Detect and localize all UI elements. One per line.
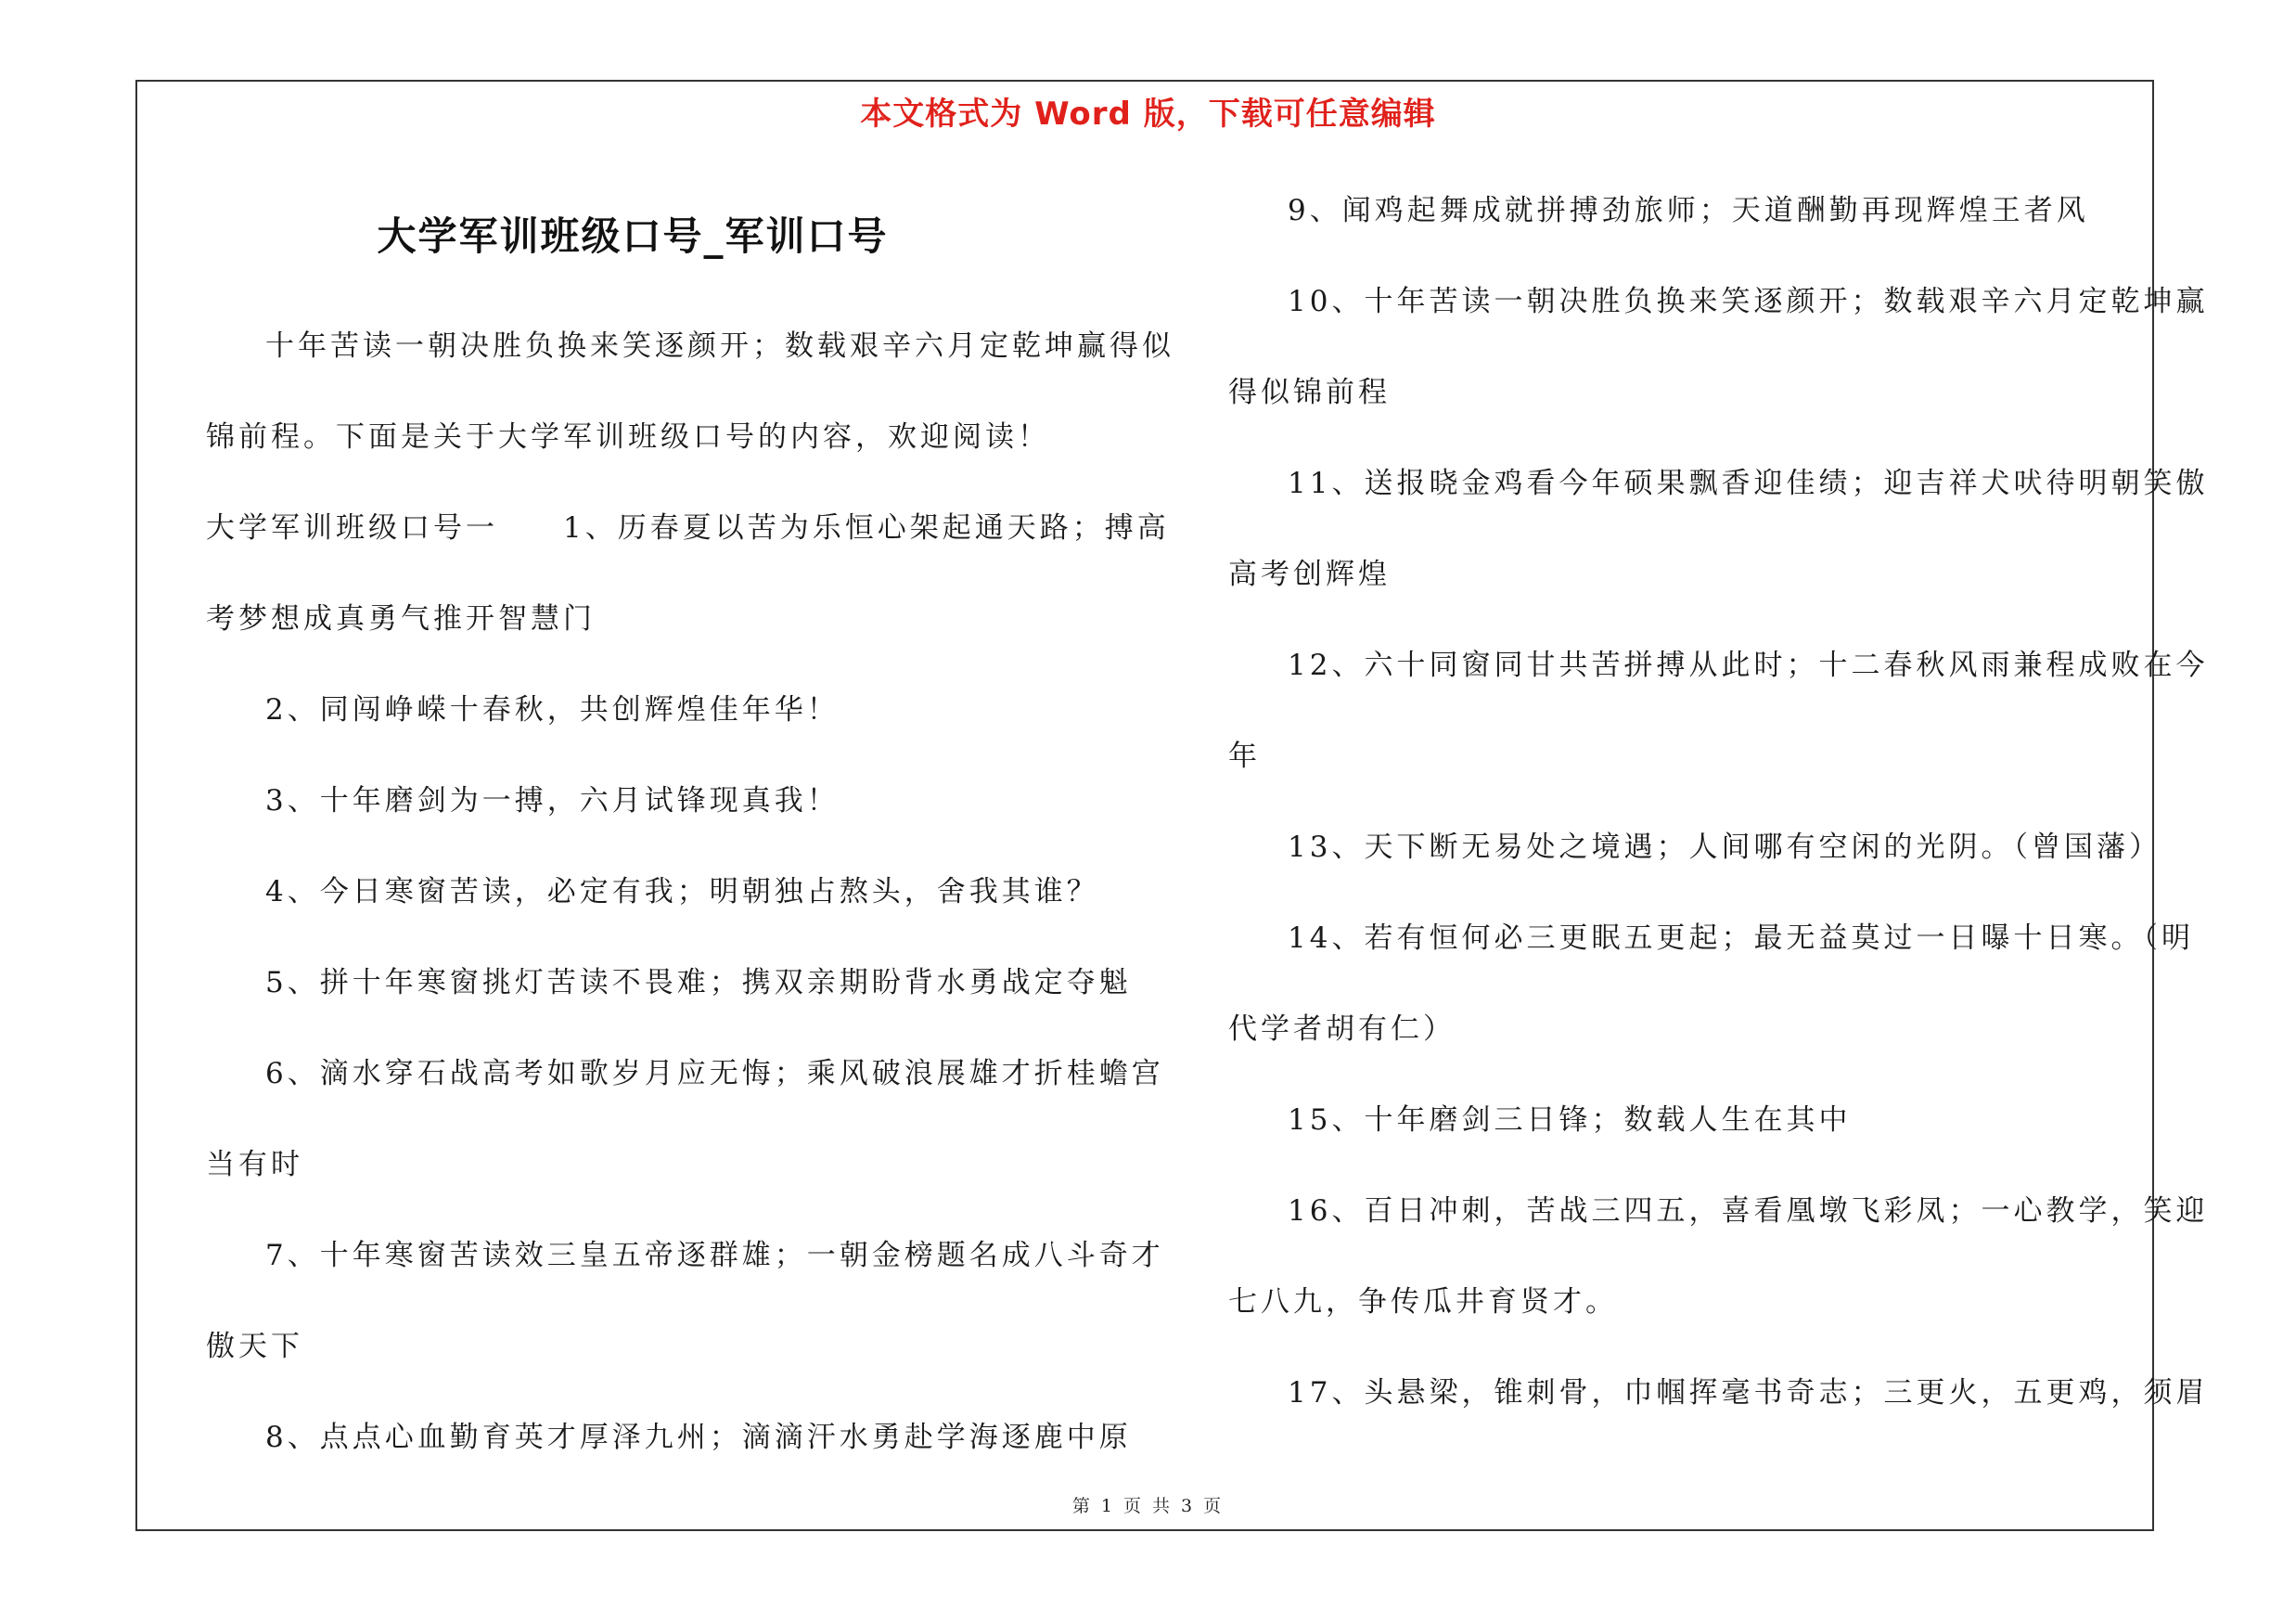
- text-line: 傲天下: [206, 1330, 303, 1363]
- text-line: 15、十年磨剑三日锋；数载人生在其中: [1288, 1103, 1852, 1137]
- text-line: 大学军训班级口号一 1、历春夏以苦为乐恒心架起通天路；搏高: [206, 511, 1170, 545]
- text-line: 高考创辉煌: [1228, 558, 1391, 591]
- text-line: 9、闻鸡起舞成就拼搏劲旅师；天道酬勤再现辉煌王者风: [1288, 194, 2089, 227]
- text-line: 11、送报晓金鸡看今年硕果飘香迎佳绩；迎吉祥犬吠待明朝笑傲: [1288, 467, 2209, 500]
- text-line: 17、头悬梁，锥刺骨，巾帼挥毫书奇志；三更火，五更鸡，须眉: [1288, 1376, 2209, 1410]
- text-line: 4、今日寒窗苦读，必定有我；明朝独占熬头，舍我其谁？: [265, 875, 1099, 908]
- text-line: 年: [1228, 740, 1261, 773]
- text-line: 14、若有恒何必三更眠五更起；最无益莫过一日曝十日寒。（明: [1288, 921, 2194, 955]
- text-line: 16、百日冲刺，苦战三四五，喜看凰墩飞彩凤；一心教学，笑迎: [1288, 1194, 2209, 1228]
- text-line: 十年苦读一朝决胜负换来笑逐颜开；数载艰辛六月定乾坤赢得似: [265, 329, 1174, 363]
- text-line: 5、拼十年寒窗挑灯苦读不畏难；携双亲期盼背水勇战定夺魁: [265, 966, 1132, 999]
- left-column: [206, 301, 1174, 1483]
- page-number-footer: 第 1 页 共 3 页: [1071, 1496, 1225, 1516]
- text-line: 7、十年寒窗苦读效三皇五帝逐群雄；一朝金榜题名成八斗奇才: [265, 1239, 1164, 1272]
- text-line: 13、天下断无易处之境遇；人间哪有空闲的光阴。（曾国藩）: [1288, 831, 2161, 864]
- text-line: 锦前程。下面是关于大学军训班级口号的内容，欢迎阅读！: [206, 420, 1050, 454]
- text-line: 得似锦前程: [1228, 376, 1391, 409]
- text-line: 当有时: [206, 1148, 303, 1181]
- text-line: 8、点点心血勤育英才厚泽九州；滴滴汗水勇赴学海逐鹿中原: [265, 1421, 1132, 1454]
- text-line: 3、十年磨剑为一搏，六月试锋现真我！: [265, 784, 840, 818]
- format-notice-banner: 本文格式为 Word 版，下载可任意编辑: [860, 96, 1436, 133]
- text-line: 代学者胡有仁）: [1228, 1012, 1456, 1046]
- text-line: 考梦想成真勇气推开智慧门: [206, 602, 596, 636]
- text-line: 七八九，争传瓜井育贤才。: [1228, 1285, 1618, 1319]
- document-title: 大学军训班级口号_军训口号: [377, 213, 889, 259]
- text-line: 6、滴水穿石战高考如歌岁月应无悔；乘风破浪展雄才折桂蟾宫: [265, 1057, 1164, 1090]
- text-line: 10、十年苦读一朝决胜负换来笑逐颜开；数载艰辛六月定乾坤赢: [1288, 285, 2209, 318]
- text-line: 12、六十同窗同甘共苦拼搏从此时；十二春秋风雨兼程成败在今: [1288, 649, 2209, 682]
- right-column: [1228, 165, 2209, 1438]
- text-line: 2、同闯峥嵘十春秋，共创辉煌佳年华！: [265, 693, 840, 727]
